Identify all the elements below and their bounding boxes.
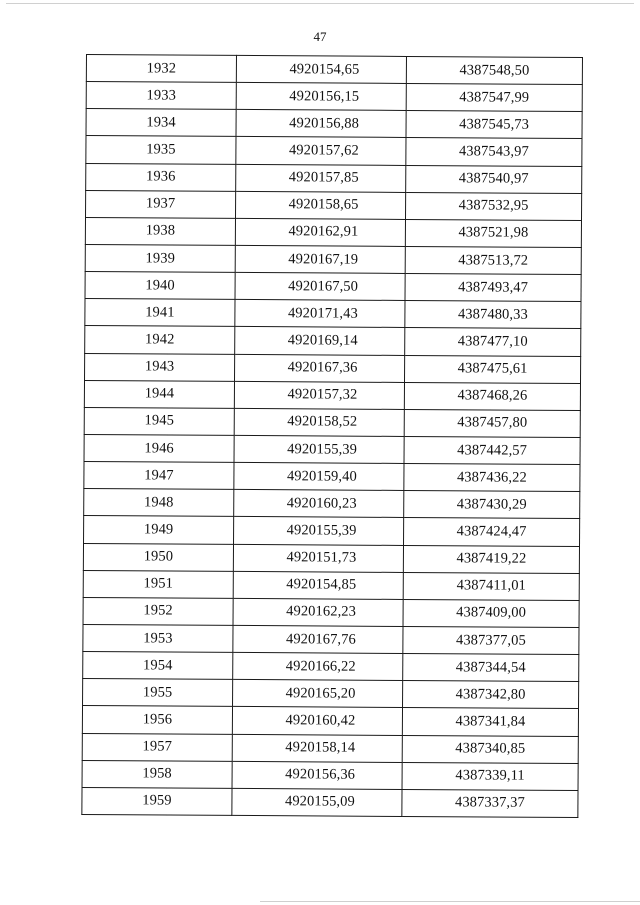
y-coordinate-cell: 4387540,97 [406, 165, 582, 193]
table-row [85, 272, 581, 302]
x-coordinate-cell: 4920154,65 [236, 55, 406, 83]
table-row [82, 787, 578, 817]
table-row [83, 570, 579, 600]
year-cell: 1936 [86, 163, 236, 191]
year-cell: 1933 [86, 82, 236, 110]
year-cell: 1954 [83, 652, 233, 680]
x-coordinate-cell: 4920158,14 [232, 734, 402, 762]
year-cell: 1941 [85, 299, 235, 327]
x-coordinate-cell: 4920158,52 [234, 408, 404, 436]
year-cell: 1940 [85, 272, 235, 300]
y-coordinate-cell: 4387409,00 [403, 599, 579, 627]
y-coordinate-cell: 4387442,57 [404, 436, 580, 464]
year-cell: 1932 [86, 55, 236, 83]
scan-edge-top [6, 3, 634, 4]
coordinates-table-container [81, 54, 582, 818]
table-row [85, 299, 581, 329]
y-coordinate-cell: 4387548,50 [406, 56, 582, 84]
y-coordinate-cell: 4387475,61 [405, 355, 581, 383]
table-row [85, 353, 581, 383]
x-coordinate-cell: 4920159,40 [234, 463, 404, 491]
table-row [84, 462, 580, 492]
year-cell: 1944 [84, 380, 234, 408]
x-coordinate-cell: 4920155,39 [234, 435, 404, 463]
year-cell: 1957 [82, 733, 232, 761]
coordinates-table [81, 54, 583, 818]
table-row [86, 190, 582, 220]
x-coordinate-cell: 4920160,42 [232, 707, 402, 735]
x-coordinate-cell: 4920156,15 [236, 83, 406, 111]
year-cell: 1953 [83, 624, 233, 652]
y-coordinate-cell: 4387424,47 [404, 518, 580, 546]
scan-edge-bottom [260, 901, 640, 902]
y-coordinate-cell: 4387532,95 [405, 192, 581, 220]
table-row [84, 380, 580, 410]
y-coordinate-cell: 4387457,80 [404, 409, 580, 437]
table-row [85, 326, 581, 356]
x-coordinate-cell: 4920167,76 [233, 625, 403, 653]
table-row [83, 624, 579, 654]
table-row [83, 597, 579, 627]
y-coordinate-cell: 4387521,98 [405, 219, 581, 247]
table-row [86, 55, 582, 85]
y-coordinate-cell: 4387493,47 [405, 274, 581, 302]
x-coordinate-cell: 4920155,39 [234, 517, 404, 545]
table-row [84, 516, 580, 546]
year-cell: 1934 [86, 109, 236, 137]
y-coordinate-cell: 4387337,37 [402, 789, 578, 817]
table-row [82, 733, 578, 763]
y-coordinate-cell: 4387377,05 [403, 626, 579, 654]
x-coordinate-cell: 4920156,88 [236, 110, 406, 138]
year-cell: 1942 [85, 326, 235, 354]
year-cell: 1956 [82, 706, 232, 734]
y-coordinate-cell: 4387430,29 [404, 491, 580, 519]
year-cell: 1935 [86, 136, 236, 164]
x-coordinate-cell: 4920158,65 [235, 191, 405, 219]
y-coordinate-cell: 4387480,33 [405, 301, 581, 329]
y-coordinate-cell: 4387341,84 [402, 708, 578, 736]
table-row [83, 652, 579, 682]
table-row [85, 217, 581, 247]
year-cell: 1951 [83, 570, 233, 598]
table-row [82, 760, 578, 790]
y-coordinate-cell: 4387436,22 [404, 464, 580, 492]
y-coordinate-cell: 4387543,97 [406, 138, 582, 166]
table-row [84, 434, 580, 464]
y-coordinate-cell: 4387339,11 [402, 762, 578, 790]
x-coordinate-cell: 4920160,23 [234, 490, 404, 518]
y-coordinate-cell: 4387547,99 [406, 84, 582, 112]
coordinates-table-body [82, 55, 583, 818]
year-cell: 1949 [84, 516, 234, 544]
year-cell: 1959 [82, 787, 232, 815]
x-coordinate-cell: 4920167,19 [235, 245, 405, 273]
year-cell: 1937 [86, 190, 236, 218]
x-coordinate-cell: 4920162,91 [235, 218, 405, 246]
year-cell: 1939 [85, 244, 235, 272]
y-coordinate-cell: 4387545,73 [406, 111, 582, 139]
y-coordinate-cell: 4387477,10 [405, 328, 581, 356]
y-coordinate-cell: 4387342,80 [403, 681, 579, 709]
table-row [86, 163, 582, 193]
y-coordinate-cell: 4387419,22 [403, 545, 579, 573]
x-coordinate-cell: 4920155,09 [232, 788, 402, 816]
x-coordinate-cell: 4920154,85 [233, 571, 403, 599]
x-coordinate-cell: 4920166,22 [233, 653, 403, 681]
table-row [84, 407, 580, 437]
page-number: 47 [313, 29, 327, 44]
table-row [83, 679, 579, 709]
x-coordinate-cell: 4920162,23 [233, 598, 403, 626]
x-coordinate-cell: 4920169,14 [235, 327, 405, 355]
x-coordinate-cell: 4920157,85 [236, 164, 406, 192]
x-coordinate-cell: 4920165,20 [233, 680, 403, 708]
year-cell: 1950 [83, 543, 233, 571]
table-row [83, 543, 579, 573]
x-coordinate-cell: 4920157,32 [234, 381, 404, 409]
y-coordinate-cell: 4387411,01 [403, 572, 579, 600]
table-row [86, 82, 582, 112]
y-coordinate-cell: 4387468,26 [404, 382, 580, 410]
x-coordinate-cell: 4920151,73 [233, 544, 403, 572]
year-cell: 1947 [84, 462, 234, 490]
table-row [82, 706, 578, 736]
year-cell: 1955 [83, 679, 233, 707]
table-row [86, 109, 582, 139]
year-cell: 1946 [84, 434, 234, 462]
table-row [85, 244, 581, 274]
y-coordinate-cell: 4387513,72 [405, 246, 581, 274]
x-coordinate-cell: 4920157,62 [236, 137, 406, 165]
year-cell: 1948 [84, 489, 234, 517]
y-coordinate-cell: 4387344,54 [403, 654, 579, 682]
year-cell: 1958 [82, 760, 232, 788]
x-coordinate-cell: 4920167,36 [235, 354, 405, 382]
year-cell: 1945 [84, 407, 234, 435]
x-coordinate-cell: 4920171,43 [235, 300, 405, 328]
table-row [84, 489, 580, 519]
x-coordinate-cell: 4920167,50 [235, 273, 405, 301]
y-coordinate-cell: 4387340,85 [402, 735, 578, 763]
x-coordinate-cell: 4920156,36 [232, 761, 402, 789]
year-cell: 1952 [83, 597, 233, 625]
year-cell: 1938 [85, 217, 235, 245]
table-row [86, 136, 582, 166]
year-cell: 1943 [85, 353, 235, 381]
